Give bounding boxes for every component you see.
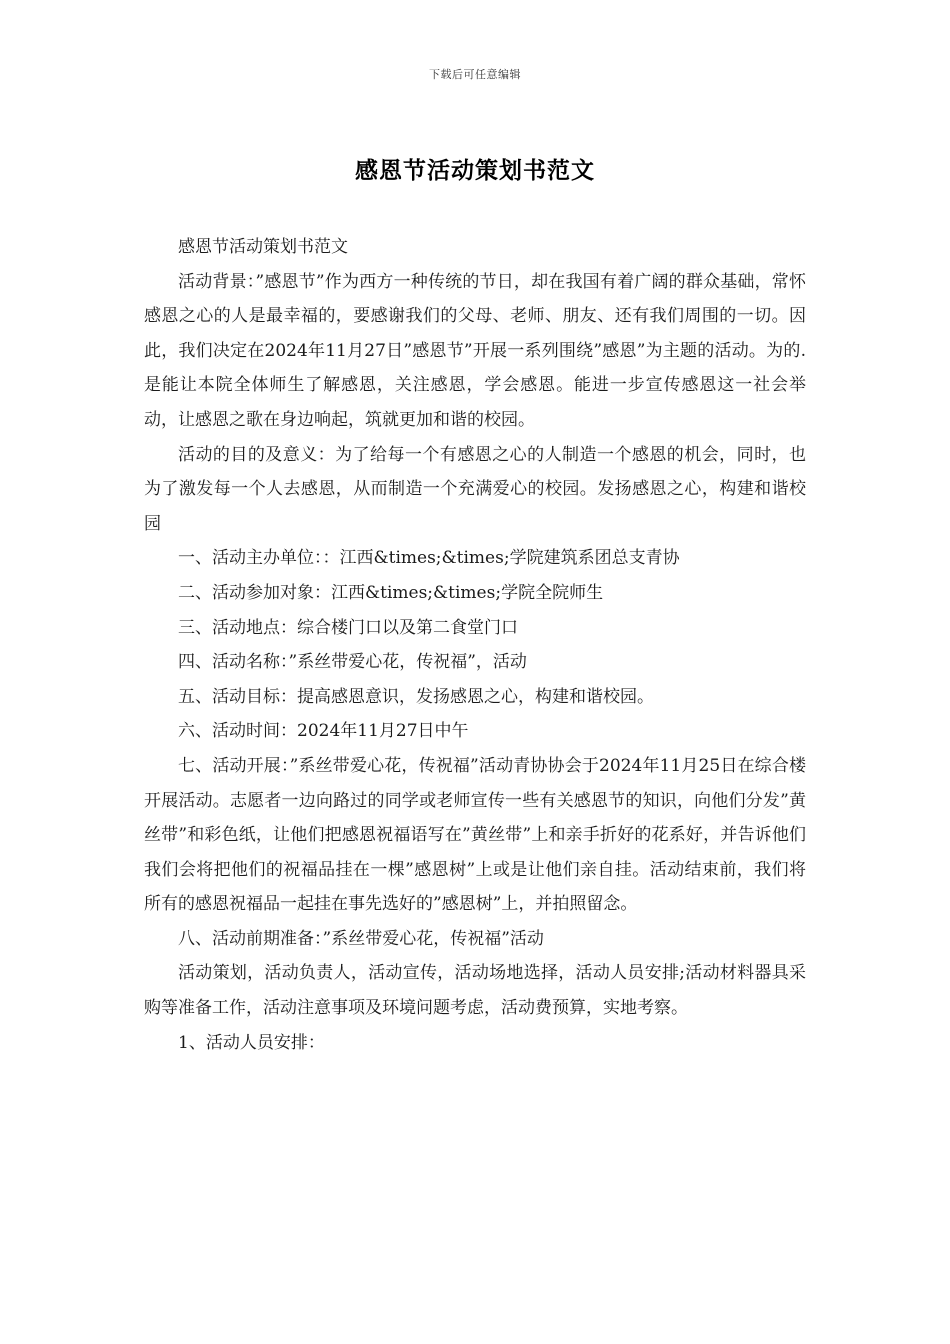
paragraph-subtitle: 感恩节活动策划书范文 (178, 237, 348, 257)
paragraph-participants: 二、活动参加对象：江西&times;&times;学院全院师生 (178, 582, 604, 603)
paragraph-activity-name: 四、活动名称：”系丝带爱心花，传祝福”，活动 (178, 652, 527, 673)
paragraph-time: 六、活动时间：2024年11月27日中午 (178, 721, 469, 742)
paragraph-organizer: 一、活动主办单位：：江西&times;&times;学院建筑系团总支青协 (178, 548, 680, 569)
paragraph-location: 三、活动地点：综合楼门口以及第二食堂门口 (178, 617, 518, 638)
paragraph-staffing: 1、活动人员安排： (178, 1032, 325, 1053)
paragraph-preparation-details: 活动策划，活动负责人，活动宣传，活动场地选择，活动人员安排;活动材料器具采购等准备工作，活动注意事项及环境问题考虑，活动费预算，实地考察。 (144, 963, 806, 1019)
paragraph-execution: 七、活动开展：”系丝带爱心花，传祝福”活动青协协会于2024年11月25日在综合楼开展活动。志愿者一边向路过的同学或老师宣传一些有关感恩节的知识，向他们分发”黄丝带”和彩色纸，让他们把感恩祝福语写在”黄丝带”上和亲手折好的花系好，并告诉他们我们会将把他们的祝福品挂在一棵”感恩树”上或是让他们亲自挂。活动结束前，我们将所有的感恩祝福品一起挂在事先选好的”感恩树”上，并拍照留念。 (144, 755, 806, 915)
paragraph-background: 活动背景：”感恩节”作为西方一种传统的节日，却在我国有着广阔的群众基础，常怀感恩之心的人是最幸福的，要感谢我们的父母、老师、朋友、还有我们周围的一切。因此，我们决定在2024年11月27日”感恩节”开展一系列围绕”感恩”为主题的活动。为的.是能让本院全体师生了解感恩，关注感恩，学会感恩。能进一步宣传感恩这一社会举动，让感恩之歌在身边响起，筑就更加和谐的校园。 (144, 271, 806, 430)
document-title: 感恩节活动策划书范文 (355, 157, 595, 184)
paragraph-purpose: 活动的目的及意义：为了给每一个有感恩之心的人制造一个感恩的机会，同时，也为了激发每一个人去感恩，从而制造一个充满爱心的校园。发扬感恩之心，构建和谐校园 (144, 444, 806, 534)
paragraph-preparation: 八、活动前期准备：”系丝带爱心花，传祝福”活动 (178, 928, 544, 949)
paragraph-goal: 五、活动目标：提高感恩意识，发扬感恩之心，构建和谐校园。 (178, 686, 654, 707)
document-body (144, 230, 806, 1060)
header-note: 下载后可任意编辑 (429, 68, 521, 81)
